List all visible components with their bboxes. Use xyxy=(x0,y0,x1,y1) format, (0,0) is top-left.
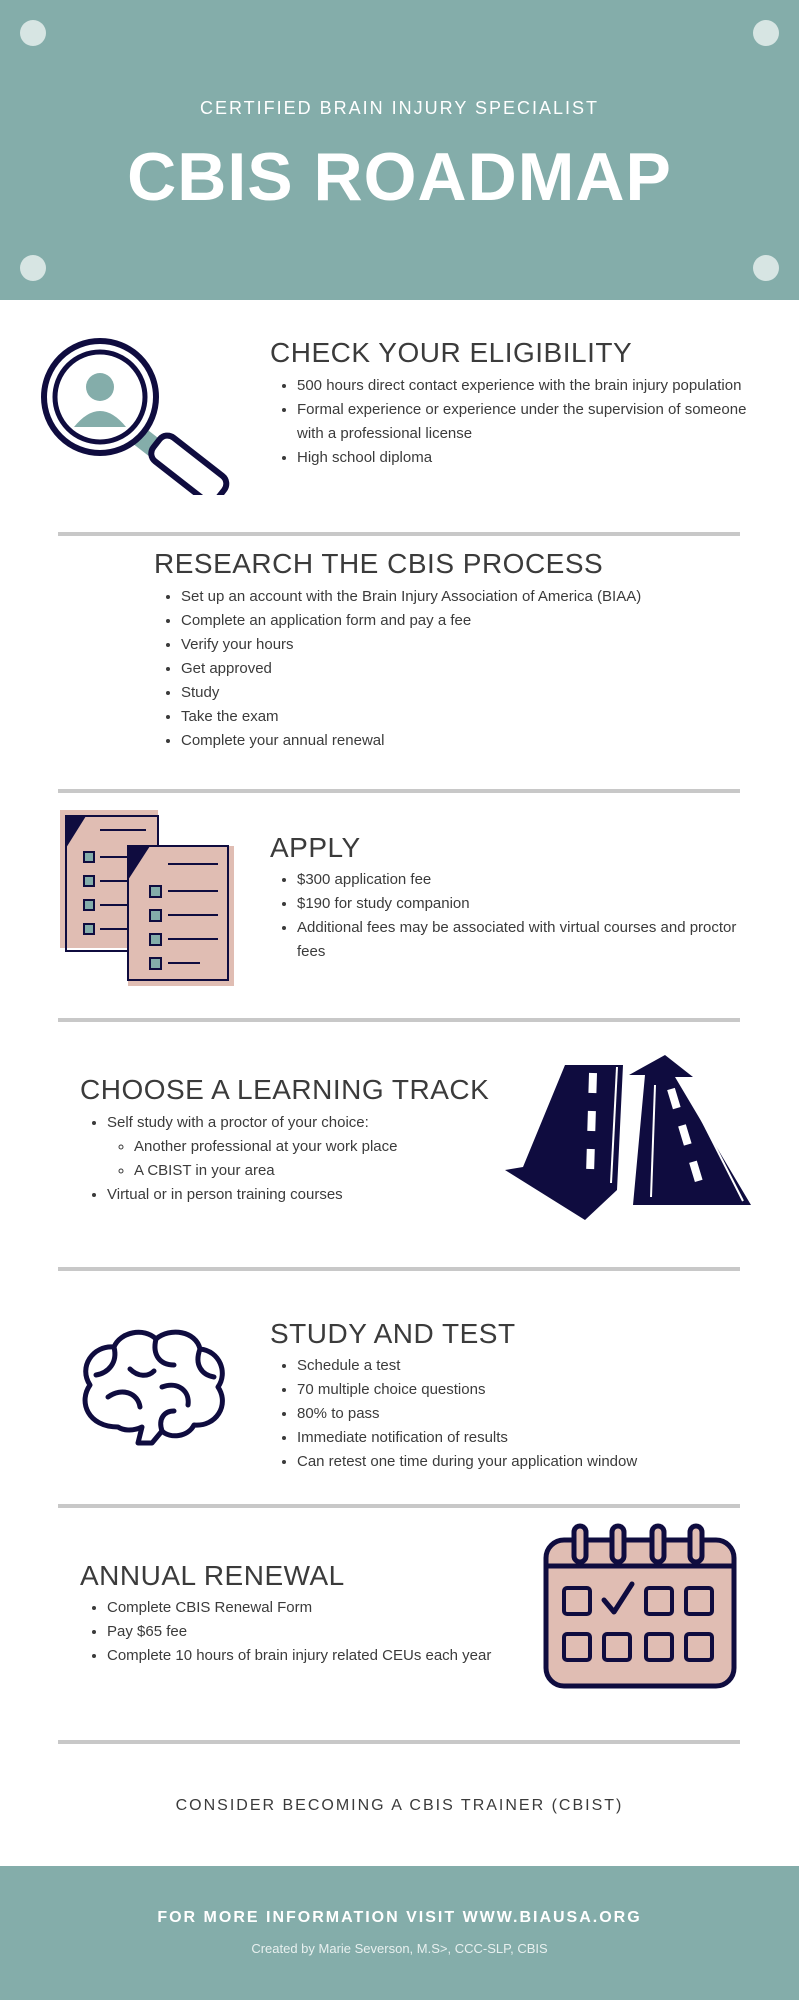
list-item: • Formal experience or experience under the supervision of someone with a professional license xyxy=(297,398,759,446)
list-item: • Immediate notification of results xyxy=(297,1426,767,1450)
study-list xyxy=(270,1354,767,1474)
list-item: • $190 for study companion xyxy=(297,892,759,916)
section-heading-research: RESEARCH THE CBIS PROCESS xyxy=(154,548,604,579)
list-item: • Complete CBIS Renewal Form xyxy=(107,1596,527,1620)
list-item: • Study xyxy=(181,681,701,705)
list-item: • 70 multiple choice questions xyxy=(297,1378,767,1402)
sub-list-item: ◦ A CBIST in your area xyxy=(134,1159,507,1183)
apply-list xyxy=(270,868,759,964)
list-item: • 500 hours direct contact experience with the brain injury population xyxy=(297,374,759,398)
section-divider xyxy=(58,789,740,793)
diverging-roads-icon xyxy=(505,1055,755,1225)
footer-banner xyxy=(0,1866,799,2000)
renewal-list xyxy=(80,1596,527,1668)
list-item-text: Self study with a proctor of your choice: xyxy=(107,1114,369,1131)
list-item: • Take the exam xyxy=(181,705,701,729)
list-item: • Complete 10 hours of brain injury related CEUs each year xyxy=(107,1644,527,1668)
list-item: • 80% to pass xyxy=(297,1402,767,1426)
decorative-dot-icon xyxy=(20,255,46,281)
track-sublist xyxy=(107,1135,507,1183)
section-heading-track: CHOOSE A LEARNING TRACK xyxy=(80,1074,490,1105)
section-divider xyxy=(58,532,740,536)
section-divider xyxy=(58,1267,740,1271)
page-title: CBIS ROADMAP xyxy=(127,139,672,215)
list-item: • Get approved xyxy=(181,657,701,681)
list-item: • Schedule a test xyxy=(297,1354,767,1378)
eligibility-list xyxy=(270,374,759,470)
documents-checklist-icon xyxy=(58,808,238,988)
section-divider xyxy=(58,1504,740,1508)
list-item: • Complete your annual renewal xyxy=(181,729,701,753)
header-subtitle: CERTIFIED BRAIN INJURY SPECIALIST xyxy=(199,98,600,118)
cbist-callout: CONSIDER BECOMING A CBIS TRAINER (CBIST) xyxy=(175,1797,624,1814)
section-heading-renewal: ANNUAL RENEWAL xyxy=(80,1560,345,1591)
section-divider xyxy=(58,1740,740,1744)
footer-website-text: FOR MORE INFORMATION VISIT WWW.BIAUSA.ORG xyxy=(157,1909,642,1926)
list-item: • Verify your hours xyxy=(181,633,701,657)
section-heading-apply: APPLY xyxy=(270,832,361,863)
footer-credit: Created by Marie Severson, M.S>, CCC-SLP, CBIS xyxy=(251,1941,548,1956)
magnifying-glass-icon xyxy=(38,335,243,495)
section-heading-study: STUDY AND TEST xyxy=(270,1318,516,1349)
list-item: • Pay $65 fee xyxy=(107,1620,527,1644)
section-heading-eligibility: CHECK YOUR ELIGIBILITY xyxy=(270,337,633,368)
list-item: • Set up an account with the Brain Injury Association of America (BIAA) xyxy=(181,585,701,609)
decorative-dot-icon xyxy=(20,20,46,46)
list-item: • Can retest one time during your application window xyxy=(297,1450,767,1474)
list-item: • $300 application fee xyxy=(297,868,759,892)
list-item: • High school diploma xyxy=(297,446,759,470)
list-item xyxy=(107,1111,507,1183)
list-item: • Virtual or in person training courses xyxy=(107,1183,507,1207)
decorative-dot-icon xyxy=(753,20,779,46)
list-item: • Complete an application form and pay a fee xyxy=(181,609,701,633)
list-item: • Additional fees may be associated with virtual courses and proctor fees xyxy=(297,916,759,964)
calendar-icon xyxy=(540,1522,740,1692)
decorative-dot-icon xyxy=(753,255,779,281)
track-list xyxy=(80,1111,507,1207)
section-divider xyxy=(58,1018,740,1022)
research-list xyxy=(154,585,701,753)
sub-list-item: ◦ Another professional at your work place xyxy=(134,1135,507,1159)
brain-icon xyxy=(78,1327,230,1447)
